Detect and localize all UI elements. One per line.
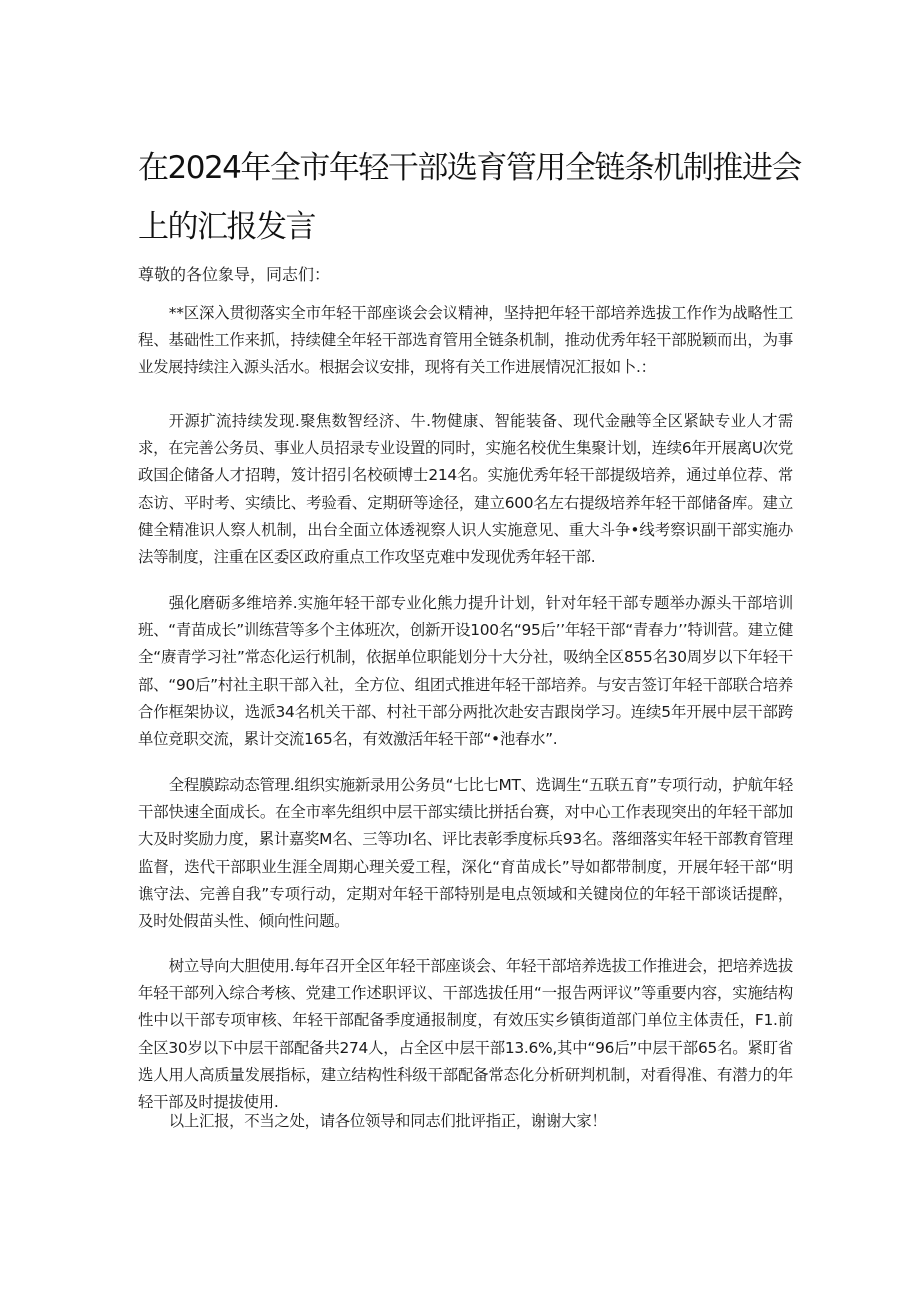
paragraph-closing: 以上汇报，不当之处，请各位领导和同志们批评指正，谢谢大家！ (168, 1112, 607, 1130)
paragraph-training: 强化磨砺多维培养.实施年轻干部专业化熊力提升计划，针对年轻干部专题举办源头干部培训班、“青苗成长”训练营等多个主体班次，创新开设100名“95后’’年轻干部“青春力’’特训营。建立健全“赓青学习社”常态化运行机制，依据单位职能划分十大分社，吸纳全区855名30周岁以下年轻干部、“90后”村社主职干部入社，全方位、组团式推进年轻干部培养。与安吉签订年轻干部联合培养合作框架协议，选派34名机关干部、村社干部分两批次赴安吉跟岗学习。连续5年开展中层干部跨单位竞职交流，累计交流165名，有效激活年轻干部“•池春水”. (138, 594, 793, 749)
paragraph-talent-sourcing: 开源扩流持续发现.聚焦数智经济、牛.物健康、智能装备、现代金融等全区紧缺专业人才需求，在完善公务员、事业人员招录专业设置的同时，实施名校优生集聚计划，连续6年开展离U次党政国企储备人才招聘，笈计招引名校硕博士214名。实施优秀年轻干部提级培养，通过单位荐、常态访、平时考、实绩比、考验看、定期研等途径，建立600名左右提级培养年轻干部储备库。建立健全精准识人察人机制，出台全面立体透视察人识人实施意见、重大斗争•线考察识副干部实施办法等制度，注重在区委区政府重点工作攻坚克难中发现优秀年轻干部. (138, 412, 793, 567)
title-line-2: 上的汇报发言 (138, 209, 315, 245)
paragraph-management: 全程膜踪动态管理.组织实施新录用公务员“七比七MT、选调生“五联五育”专项行动，护航年轻干部快速全面成长。在全市率先组织中层干部实绩比拼括台赛，对中心工作表现突出的年轻干部加大及时奖励力度，累计嘉奖M名、三等功I名、评比表彰季度标兵93名。落细落实年轻干部教育管理监督，迭代干部职业生涯全周期心理关爱工程，深化“育苗成长”导如都带制度，开展年轻干部“明谯守法、完善自我”专项行动，定期对年轻干部特别是电点领域和关键岗位的年轻干部谈话提醉，及时处假苗头性、倾向性问题。 (138, 776, 793, 931)
greeting: 尊敬的各位象导，同志们： (138, 265, 331, 284)
document-title (138, 140, 801, 255)
title-line-1: 在2024年全市年轻干部选育管用全链条机制推进会 (138, 150, 801, 186)
paragraph-intro: **区深入贯彻落实全市年轻干部座谈会会议精神，坚持把年轻干部培养选拔工作作为战略性工程、基础性工作来抓，持续健全年轻干部选育管用全链条机制，推动优秀年轻干部脱颖而出，为事业发展持续注入源头活水。根据会议安排，现将有关工作进展情况汇报如卜.： (138, 304, 793, 377)
paragraph-promotion: 树立导向大胆使用.每年召开全区年轻干部座谈会、年轻干部培养选拔工作推进会，把培养选拔年轻干部列入综合考核、党建工作述职评议、干部选拔任用“一报告两评议”等重要内容，实施结构性中以干部专项审核、年轻干部配备季度通报制度，有效压实乡镇街道部门单位主体责任，F1.前全区30岁以下中层干部配备共274人，占全区中层干部13.6%,其中“96后”中层干部65名。紧盯省选人用人高质量发展指标，建立结构性科级干部配备常态化分析研判机制，对看得准、有潜力的年轻干部及时提拔使用. (138, 957, 793, 1112)
